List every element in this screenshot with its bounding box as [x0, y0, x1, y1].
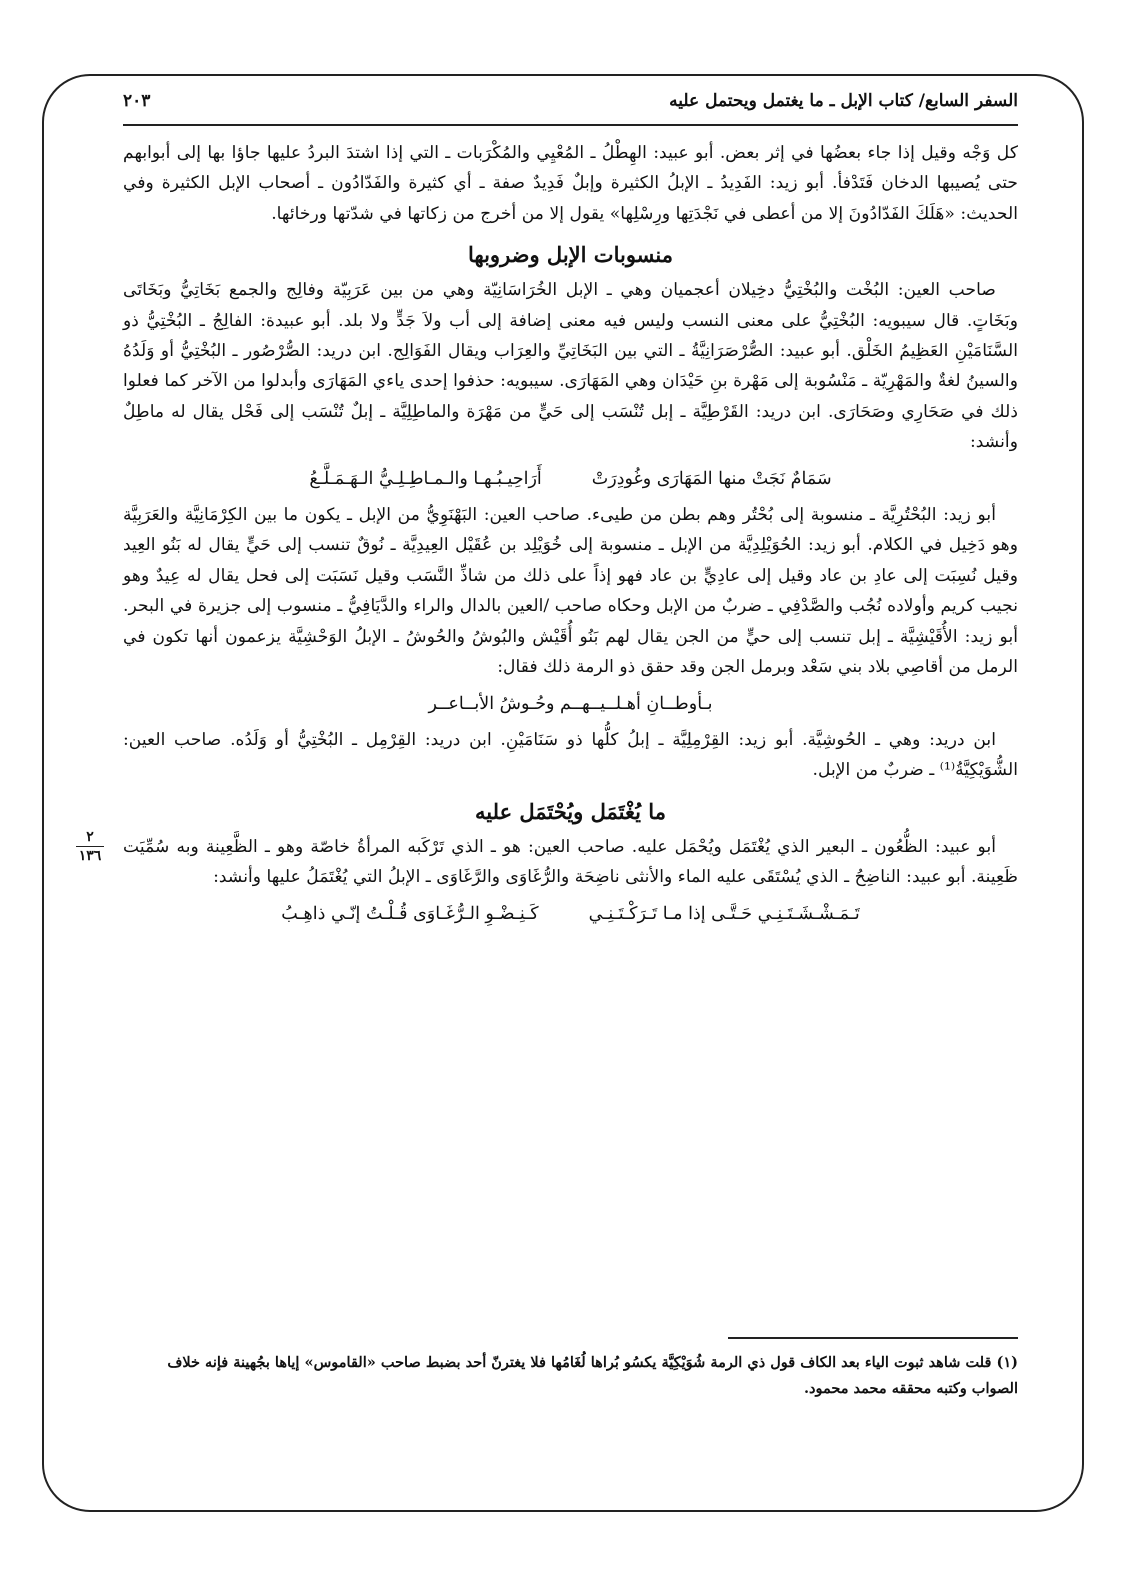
- margin-denominator: ١٣٦: [78, 848, 102, 864]
- main-text: [123, 138, 1018, 935]
- section-heading-1: منسوبات الإبل وضروبها: [468, 242, 673, 268]
- verse-3: [123, 899, 1018, 929]
- footnote-rule: [728, 1337, 1018, 1339]
- verse-1: [123, 464, 1018, 494]
- verse-3-first-hemistich: تَـمَـشْـشَـتَـنِـي حَـتَّـى إذا مـا تَـرَكْـتَـنِـي: [588, 903, 860, 924]
- header-title: السفر السابع/ كتاب الإبل ـ ما يغتمل ويحتمل عليه: [669, 91, 1018, 111]
- paragraph-5: أبو عبيد: الظُّعُون ـ البعير الذي يُغْتَمَل ويُحْمَل عليه. صاحب العين: هو ـ الذي تَرْكَبه المرأةُ خاصّة وهو ـ الظَّعِينة وبه سُمِّيَت ظَعِينة. أبو عبيد: الناضِحُ ـ الذي يُسْتَقَى عليه الماء والأنثى ناضِحَة والرُّغَاوَى والرَّغَاوَى ـ الإبلُ التي يُغْتَمَلُ عليها وأنشد:: [123, 836, 1018, 888]
- margin-fraction-bar: [76, 846, 104, 847]
- paragraph-1: كل وَجْه وقيل إذا جاء بعضُها في إثر بعض. أبو عبيد: الهِطْلُ ـ المُعْيِي والمُكْرَبات ـ التي إذا اشتدَ البردُ عليها جاؤا بها إلى أبوابهم حتى يُصيبها الدخان فَتَدْفأ. أبو زيد: الفَدِيدُ ـ الإبلُ الكثيرة وإبلٌ فَدِيدٌ صفة ـ أي كثيرة والفَدّادُون ـ أصحاب الإبل الكثيرة وفي الحديث: «هَلَكَ الفَدّادُونَ إلا من أعطى في نَجْدَتِها ورِسْلِها» يقول إلا من أخرج من زكاتها في شدّتها ورخائها.: [123, 143, 1018, 224]
- header-rule: [123, 124, 1018, 126]
- running-header: [123, 84, 1018, 118]
- page-number: ٢٠٣: [123, 91, 151, 111]
- verse-3-second-hemistich: كَـنِـضْـوِ الـرُّغَـاوَى قُـلْـتُ إنّـي ذاهِـبُ: [281, 903, 539, 924]
- paragraph-3: أبو زيد: البُحْتُرِيَّة ـ منسوبة إلى بُحْتُر وهم بطن من طيىء. صاحب العين: البَهْنَوِيُّ من الإبل ـ يكون ما بين الكِرْمَانِيَّة والعَرَبِيَّة وهو دَخِيل في الكلام. أبو زيد: الحُوَيْلِدِيَّة من الإبل ـ منسوبة إلى خُوَيْلِد بن عُقَيْل العِيدِيَّة ـ نُوقٌ تنسب إلى حَيٍّ يقال له بَنُو العِيد وقيل نُسِبَت إلى عادِ بن عاد وقيل إلى عادِيٍّ بن عاد فهو إذاً على ذلك من شاذِّ النَّسَب وقيل نَسَبَت إلى فحل يقال له عِيدٌ وهو نجيب كريم وأولاده نُجُب والصَّدْفِي ـ ضربٌ من الإبل وحكاه صاحب /العين بالدال والراء والدَّيَافِيُّ ـ منسوب إلى جزيرة في البحر. أبو زيد: الأُقَيْشِيَّة ـ إبل تنسب إلى حيٍّ من الجن يقال لهم بَنُو أُقَيْش والبُوشُ والحُوشُ ـ الإبلُ الوَحْشِيَّة يزعمون أنها تكون في الرمل من أقاصِي بلاد بني سَعْد وبرمل الجن وقد حقق ذو الرمة ذلك فقال:: [123, 505, 1018, 678]
- verse-1-second-hemistich: أَرَاحِيـبُـهـا والـمـاطِـلِـيُّ الـهَـمَـلَّـعُ: [309, 468, 542, 489]
- verse-2: [123, 689, 1018, 719]
- margin-numerator: ٢: [86, 829, 94, 845]
- paragraph-4: ابن دريد: وهي ـ الحُوشِيَّة. أبو زيد: القِرْمِلِيَّة ـ إبلُ كلُّها ذو سَنَامَيْنِ. ابن دريد: القِرْمِل ـ البُخْتِيُّ أو وَلَدُه. صاحب العين: الشُّوَيْكِيَّةُ⁽¹⁾ ـ ضربٌ من الإبل.: [123, 729, 1018, 781]
- verse-1-first-hemistich: سَمَامٌ نَجَتْ منها المَهَارَى وغُودِرَتْ: [591, 468, 832, 489]
- verse-2-hemistich: بـأوطــانِ أهـلــيــهــم وحُـوشُ الأبــاعــر: [428, 693, 713, 714]
- paragraph-2: صاحب العين: البُخْت والبُخْتِيُّ دخِيلان أعجميان وهي ـ الإبل الخُرَاسَانِيّة وهي من بين عَرَبِيّة وفالِج والجمع بَخَاتِيُّ وبَخَاتَى وبَخَاتٍ. قال سيبويه: البُخْتِيُّ على معنى النسب وليس فيه معنى إضافة إلى أب ولاَ جَدٍّ ولا بلد. أبو عبيدة: الفالِجُ ـ البُخْتِيُّ ذو السَّنَامَيْنِ العَظِيمُ الخَلْق. أبو عبيد: الصُّرْصَرَانِيَّةُ ـ التي بين البَخَاتِيِّ والعِرَاب ويقال الفَوَالِج. ابن دريد: الصُّرْصُور ـ البُخْتِيُّ أو وَلَدُهُ والسينُ لغةٌ والمَهْرِيّة ـ مَنْسُوبة إلى مَهْرة بنِ حَيْدَان وهي المَهَارَى. سيبويه: حذفوا إحدى ياءي المَهَارَى وأبدلوا من الآخر كما فعلوا ذلك في صَحَارِي وصَحَارَى. ابن دريد: القَرْطِيَّة ـ إبل تُنْسَب إلى حَيٍّ من مَهْرَة والماطِلِيَّة ـ إبلٌ تُنْسَب إلى فَحْل يقال له ماطِلٌ وأنشد:: [123, 280, 1018, 453]
- margin-page-reference: [76, 829, 104, 864]
- footnote: (١) قلت شاهد ثبوت الياء بعد الكاف قول ذي الرمة شُوَيْكِيَّة يكسُو بُراها لُغَامُها فلا يغترنّ أحد بضبط صاحب «القاموس» إياها بجُهينة فإنه خلاف الصواب وكتبه محققه محمد محمود.: [167, 1354, 1018, 1397]
- section-heading-2: ما يُغْتَمَل ويُحْتَمَل عليه: [475, 798, 666, 824]
